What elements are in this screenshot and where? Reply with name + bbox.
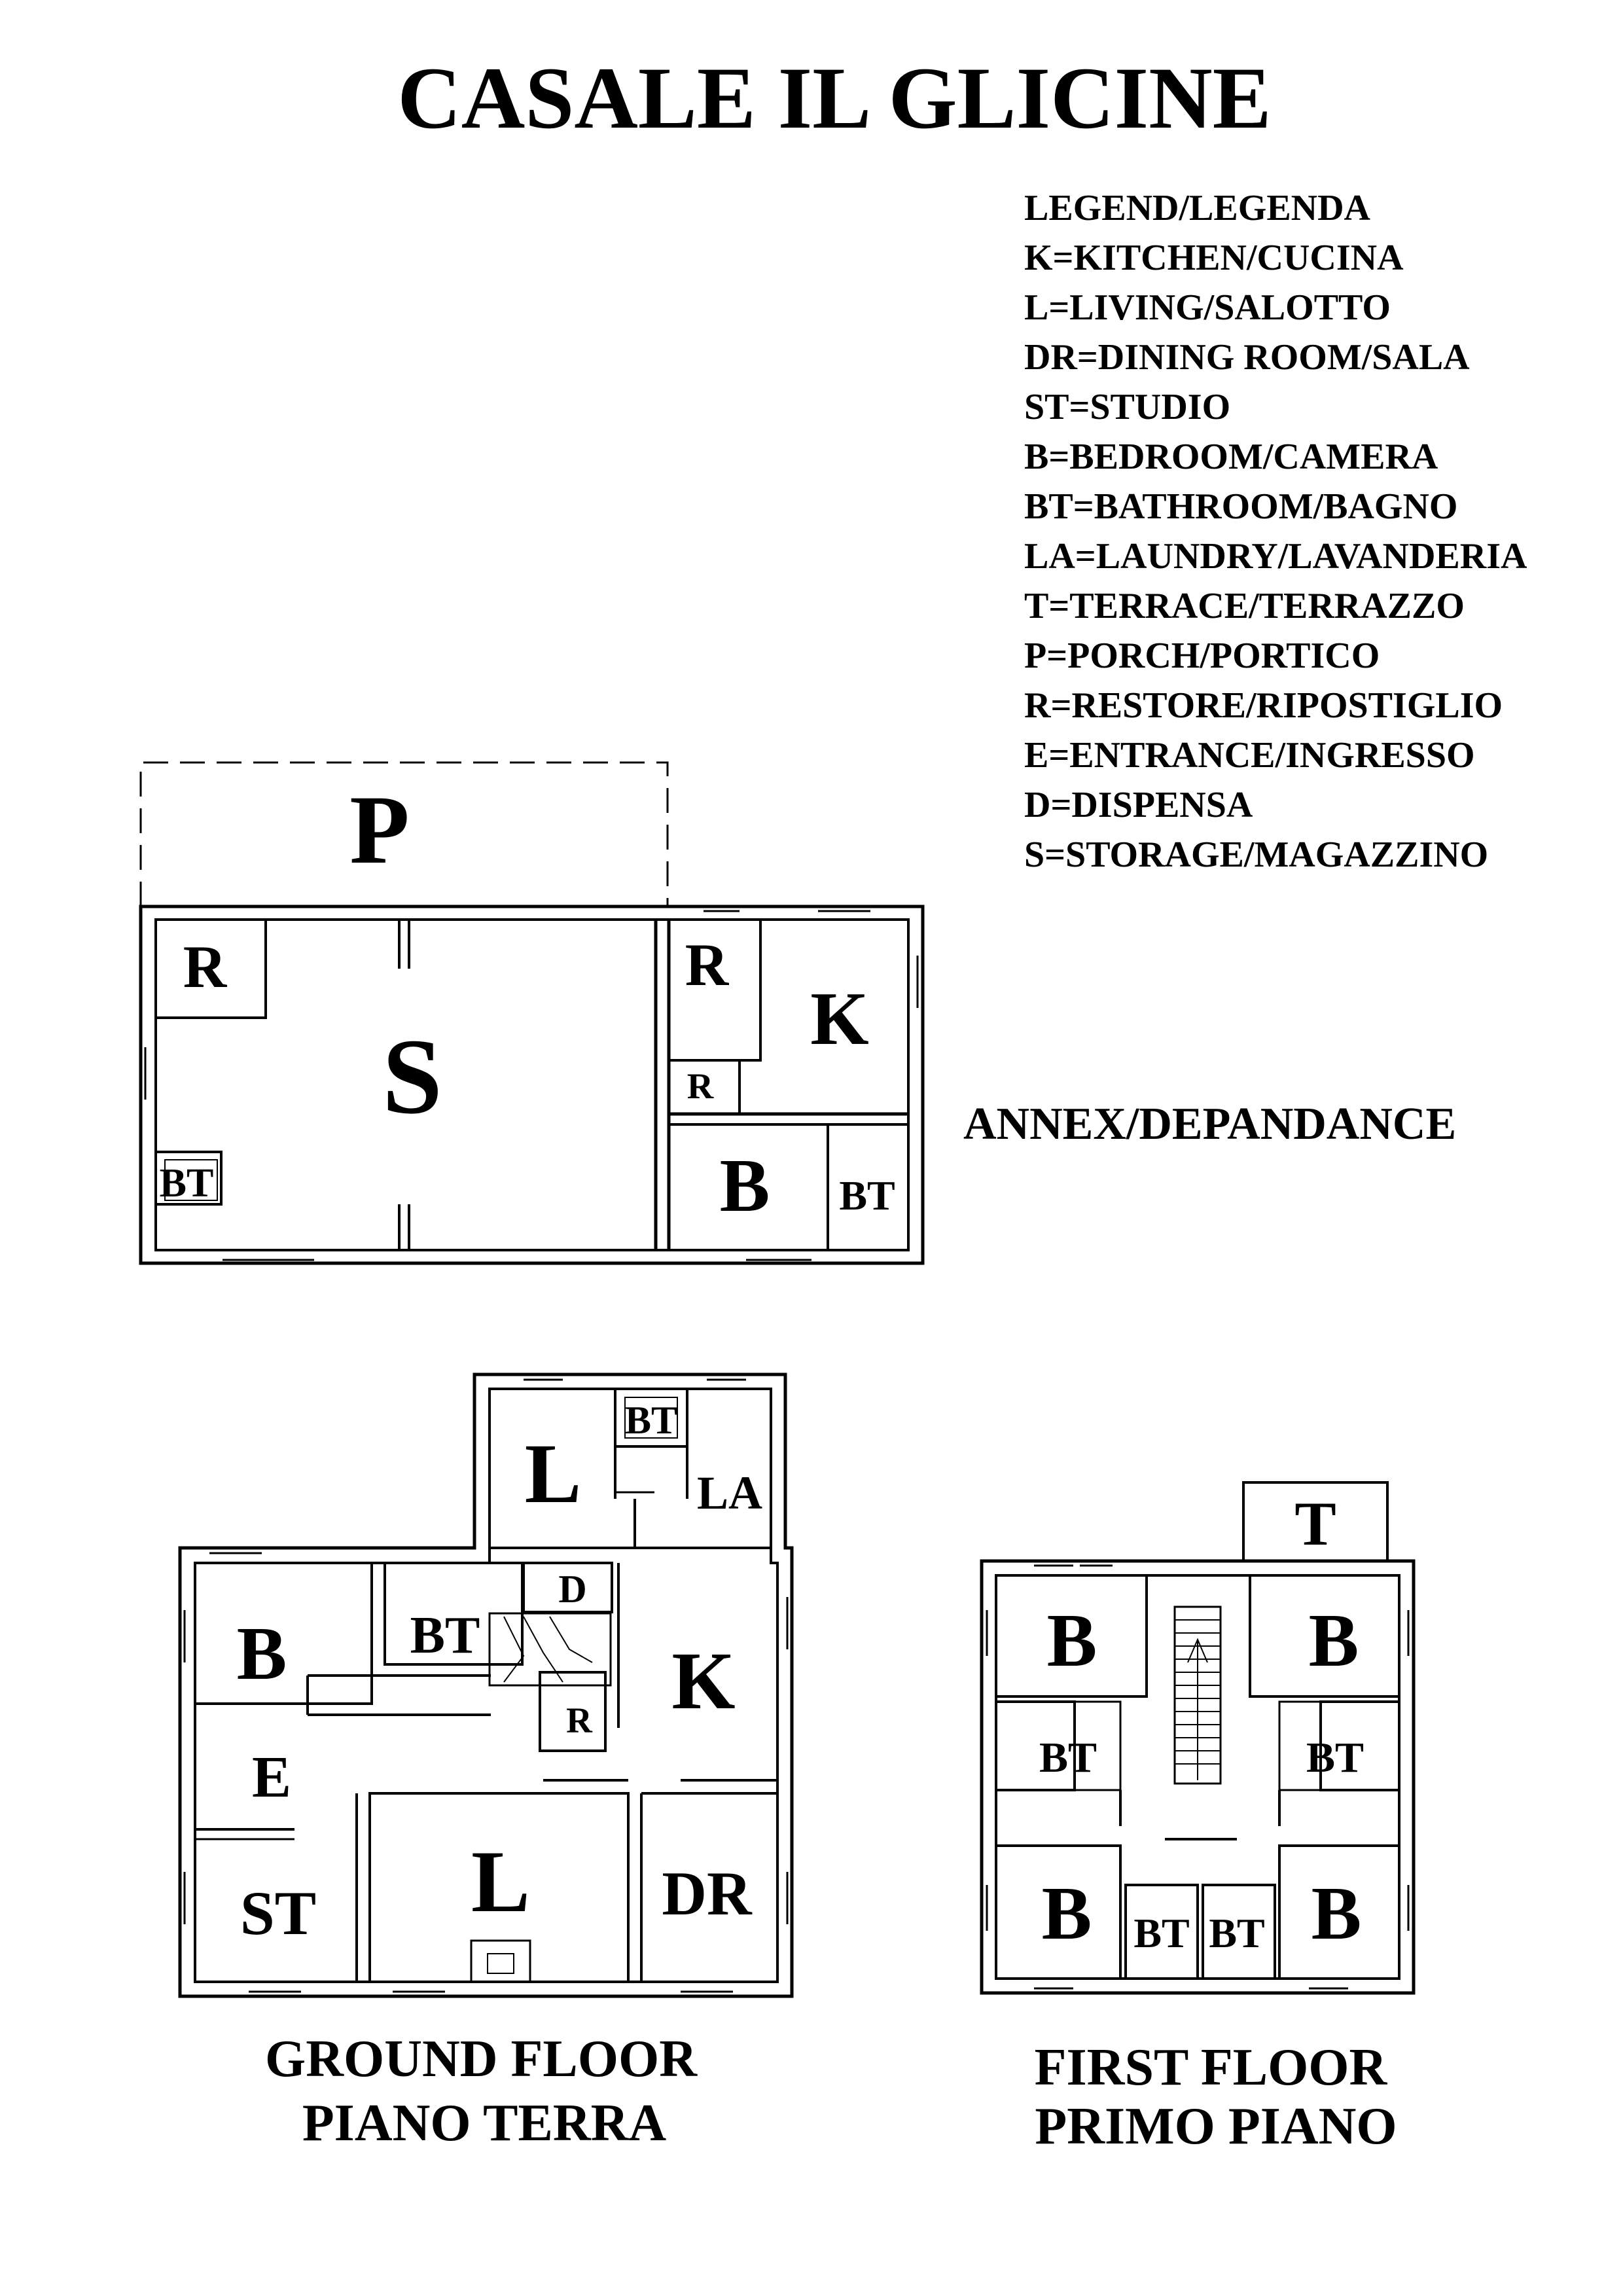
- gf-room-pantry: D: [558, 1568, 587, 1611]
- first-floor-caption-en: FIRST FLOOR: [1034, 2039, 1387, 2096]
- ff-room-bath-bc2: BT: [1209, 1910, 1265, 1956]
- gf-room-dining: DR: [662, 1859, 752, 1928]
- annex-room-storage: S: [382, 1016, 442, 1136]
- legend-heading: LEGEND/LEGENDA: [1024, 188, 1370, 228]
- legend-entry: K=KITCHEN/CUCINA: [1024, 238, 1404, 278]
- gf-room-bath-top: BT: [624, 1399, 678, 1442]
- gf-room-store: R: [566, 1700, 592, 1740]
- legend-entry: P=PORCH/PORTICO: [1024, 636, 1380, 676]
- legend-entry: DR=DINING ROOM/SALA: [1024, 337, 1470, 378]
- ground-floor-caption-it: PIANO TERRA: [302, 2094, 667, 2152]
- gf-room-living: L: [471, 1833, 531, 1931]
- annex-room-bath-right: BT: [839, 1172, 895, 1219]
- legend-entry: ST=STUDIO: [1024, 387, 1231, 427]
- legend-entry: S=STORAGE/MAGAZZINO: [1024, 834, 1489, 875]
- legend-entry: D=DISPENSA: [1024, 785, 1253, 825]
- annex-room-bedroom: B: [719, 1144, 770, 1227]
- annex-room-store-left: R: [183, 933, 227, 1000]
- page-title: CASALE IL GLICINE: [397, 50, 1272, 147]
- annex-room-store-top: R: [685, 931, 729, 998]
- gf-room-kitchen: K: [671, 1636, 736, 1727]
- gf-room-entrance: E: [251, 1745, 292, 1810]
- ff-room-bedroom-tr: B: [1308, 1599, 1359, 1682]
- gf-room-studio: ST: [240, 1878, 317, 1948]
- ff-room-bath-l: BT: [1039, 1734, 1097, 1782]
- first-floor-caption-it: PRIMO PIANO: [1035, 2098, 1397, 2155]
- gf-room-bath-mid: BT: [410, 1607, 480, 1664]
- legend-entry: R=RESTORE/RIPOSTIGLIO: [1024, 685, 1503, 726]
- gf-room-living-top: L: [524, 1427, 582, 1521]
- annex-caption: ANNEX/DEPANDANCE: [963, 1099, 1457, 1149]
- legend-entry: BT=BATHROOM/BAGNO: [1024, 486, 1458, 527]
- gf-room-laundry: LA: [696, 1467, 763, 1519]
- legend-entry: E=ENTRANCE/INGRESSO: [1024, 735, 1475, 776]
- annex-room-store-small: R: [687, 1066, 714, 1107]
- ff-room-bath-bc1: BT: [1133, 1910, 1190, 1956]
- annex-plan: [141, 762, 923, 1263]
- ff-room-bedroom-br: B: [1311, 1872, 1362, 1955]
- ff-room-bedroom-tl: B: [1046, 1599, 1097, 1682]
- legend-entry: L=LIVING/SALOTTO: [1024, 287, 1391, 328]
- annex-labels: [160, 776, 895, 1227]
- legend-entry: T=TERRACE/TERRAZZO: [1024, 586, 1465, 626]
- annex-room-kitchen: K: [810, 977, 869, 1060]
- ff-room-terrace: T: [1294, 1489, 1336, 1558]
- annex-room-porch: P: [349, 776, 410, 884]
- ff-room-bedroom-bl: B: [1041, 1872, 1092, 1955]
- ground-floor-labels: [237, 1399, 762, 1948]
- legend-entry: B=BEDROOM/CAMERA: [1024, 437, 1438, 477]
- ff-room-bath-r: BT: [1306, 1734, 1364, 1782]
- legend-entry: LA=LAUNDRY/LAVANDERIA: [1024, 536, 1527, 577]
- ground-floor-caption-en: GROUND FLOOR: [265, 2030, 697, 2088]
- annex-outer-wall: [141, 906, 923, 1263]
- gf-room-bedroom: B: [236, 1612, 287, 1695]
- annex-room-bath-left: BT: [159, 1161, 214, 1206]
- legend: [1024, 183, 1527, 880]
